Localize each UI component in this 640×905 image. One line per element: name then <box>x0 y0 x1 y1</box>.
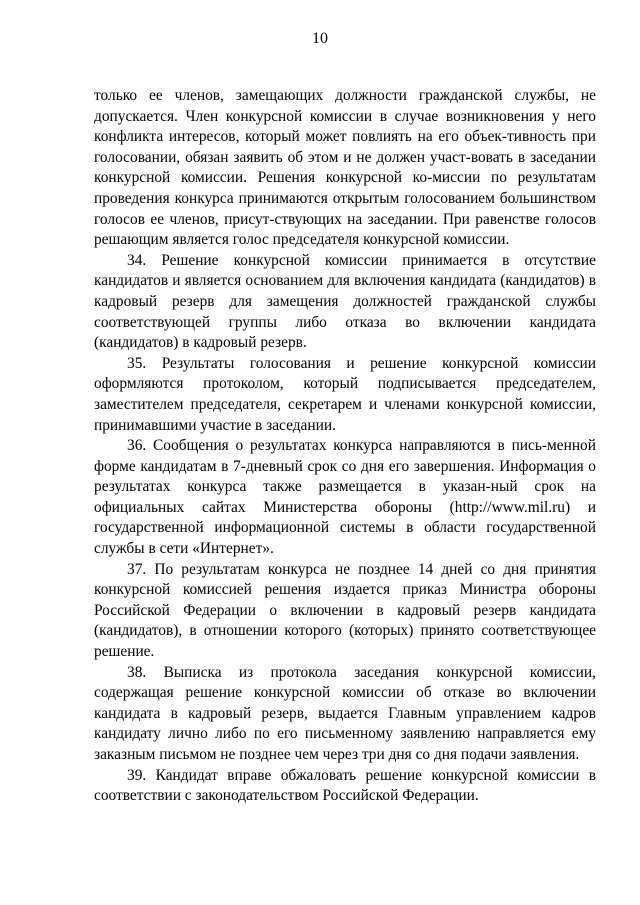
paragraph-continuation: только ее членов, замещающих должности гражданской службы, не допускается. Член конкурсной комиссии в случае возникновения у него конфликта интересов, который может повлиять на его объек-тивность при голосовании, обязан заявить об этом и не должен участ-вовать в заседании конкурсной комиссии. Решения конкурсной ко-миссии по результатам проведения конкурса принимаются открытым голосованием большинством голосов ее членов, присут-ствующих на заседании. При равенстве голосов решающим является голос председателя конкурсной комиссии. <box>94 87 596 249</box>
paragraph-39: 39. Кандидат вправе обжаловать решение конкурсной комиссии в соответствии с законодательством Российской Федерации. <box>94 766 596 805</box>
document-body <box>94 86 596 807</box>
paragraph-36: 36. Сообщения о результатах конкурса направляются в пись-менной форме кандидатам в 7-дневный срок со дня его завершения. Информация о результатах конкурса также размещается в указан-ный срок на официальных сайтах Министерства обороны (http://www.mil.ru) и государственной информационной системы в области государственной службы в сети «Интернет». <box>94 437 596 558</box>
paragraph-35: 35. Результаты голосования и решение конкурсной комиссии оформляются протоколом, который подписывается председателем, заместителем председателя, секретарем и членами конкурсной комиссии, принимавшими участие в заседании. <box>94 354 596 434</box>
paragraph-37: 37. По результатам конкурса не позднее 14 дней со дня принятия конкурсной комиссией решения издается приказ Министра обороны Российской Федерации о включении в кадровый резерв кандидата (кандидатов), в отношении которого (которых) принято соответствующее решение. <box>94 560 596 661</box>
paragraph-38: 38. Выписка из протокола заседания конкурсной комиссии, содержащая решение конкурсной комиссии об отказе во включении кандидата в кадровый резерв, выдается Главным управлением кадров кандидату лично либо по его письменному заявлению направляется ему заказным письмом не позднее чем через три дня со дня подачи заявления. <box>94 663 596 763</box>
page-number: 10 <box>312 30 328 47</box>
paragraph-34: 34. Решение конкурсной комиссии принимается в отсутствие кандидатов и является основанием для включения кандидата (кандидатов) в кадровый резерв для замещения должностей гражданской службы соответствующей группы либо отказа во включении кандидата (кандидатов) в кадровый резерв. <box>94 251 596 352</box>
